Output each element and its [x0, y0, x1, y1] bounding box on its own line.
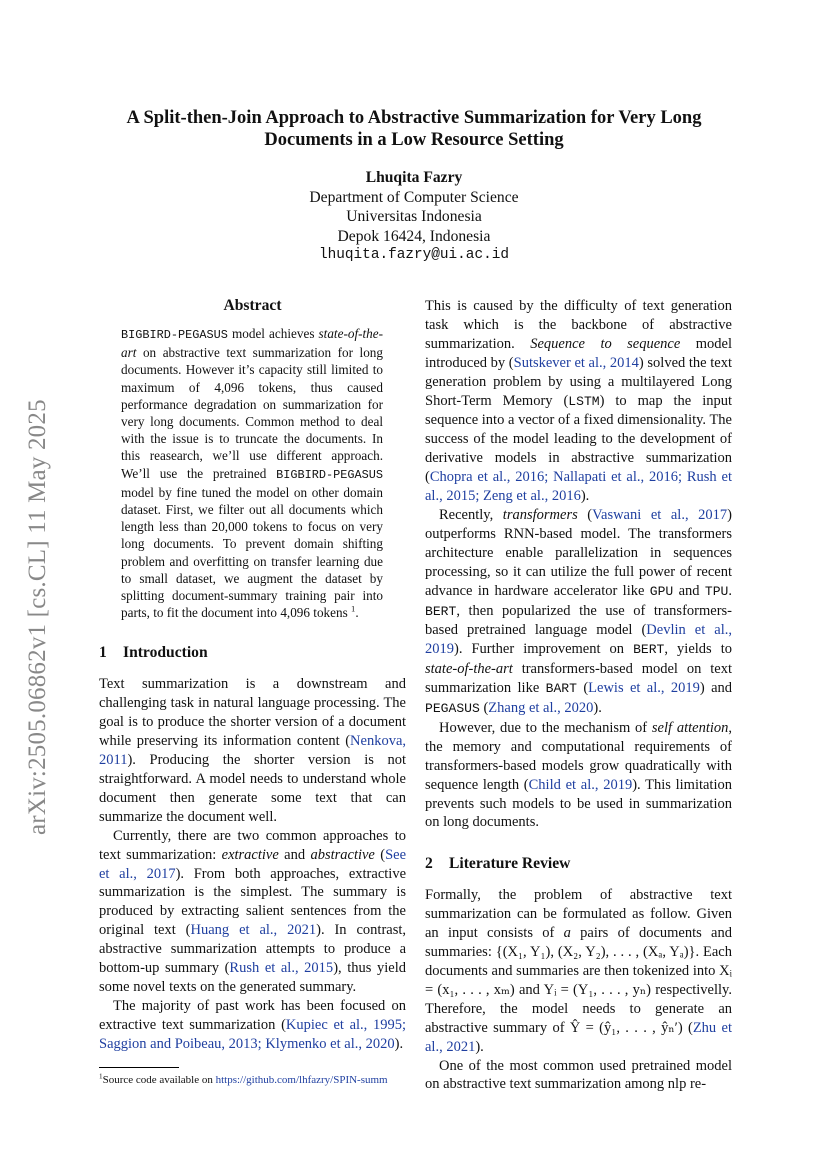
citation-link[interactable]: Kupiec et al., 1995; Saggion and Poibeau, 2013; Klymenko et al., 2020 — [99, 1016, 406, 1052]
text-run: and — [278, 846, 311, 863]
text-run: Currently, there are two common approaches to text summarization: — [99, 827, 406, 863]
text-run: . Each documents and summaries are then tokenized into — [425, 944, 732, 979]
text-run: ). This limitation prevents such models to be used in summarization on long documents. — [425, 776, 732, 831]
text-run: However, due to the mechanism of — [439, 719, 652, 736]
citation-link[interactable]: See et al., 2017 — [99, 846, 406, 882]
citation-link[interactable]: Rush et al., 2015 — [229, 960, 334, 977]
text-run: ) solved the text generation problem by using a multilayered Long Short-Term Memory ( — [425, 354, 732, 409]
abstract-text — [121, 325, 383, 621]
text-run: , yields to — [664, 641, 732, 658]
section-number: 2 — [425, 855, 433, 873]
citation-link[interactable]: Huang et al., 2021 — [190, 922, 317, 939]
code-term: BART — [545, 681, 577, 697]
math: Yᵢ = (Y₁, . . . , yₙ) — [543, 981, 651, 998]
text-run: Formally, the problem of abstractive text summarization can be formulated as follow. Given an input consists of — [425, 887, 732, 942]
code-term: TPU — [704, 583, 729, 599]
text-run: model introduced by ( — [425, 335, 733, 371]
footnote-url-link[interactable]: https://github.com/lhfazry/SPIN-summ — [215, 1073, 388, 1086]
text-run: ). — [593, 700, 602, 717]
text-run: This is caused by the difficulty of text generation task which is the backbone of abstractive summarization. — [425, 298, 732, 352]
abstract-text-run: on abstractive text summarization for long documents. However it’s capacity still limited to maximum of 4,096 tokens, thus caused performance degradation on summarization for very long documents. Common method to deal with the issue is to truncate the documents. In this reasearch, we’ll use different approach. We’ll use the pretrained — [121, 345, 383, 481]
abstract-text-run: model by fine tuned the model on other domain dataset. First, we filter out all documents which length less than 20,000 tokens to focus on very long documents. To prevent domain shifting problem and overfitting on transfer learning due to small dataset, we augment the dataset by splitting document-summary training pair into parts, to fit the document into 4,096 tokens — [121, 484, 383, 621]
text-run: Recently, — [439, 506, 503, 523]
citation-link[interactable]: Nenkova, 2011 — [99, 733, 406, 769]
right-paragraph-2 — [425, 506, 732, 719]
abstract-code: BIGBIRD-PEGASUS — [276, 467, 383, 482]
text-run: ), thus yield some novel texts on the generated summary. — [99, 960, 406, 995]
text-run: ( — [374, 846, 386, 863]
abstract-code: BIGBIRD-PEGASUS — [121, 328, 228, 342]
lit-paragraph-2 — [425, 1057, 732, 1095]
citation-link[interactable]: Lewis et al., 2019 — [588, 680, 700, 697]
author-email[interactable]: lhuqita.fazry@ui.ac.id — [319, 247, 509, 263]
abstract-text-run: . — [355, 605, 359, 621]
section-heading-literature-review — [425, 854, 732, 874]
text-run: ). — [580, 488, 590, 505]
code-term: BERT — [633, 642, 665, 658]
emphasis: abstractive — [310, 846, 375, 863]
text-run: ). Further improvement on — [454, 641, 634, 658]
intro-paragraph-3 — [99, 997, 406, 1054]
abstract-text-run: model achieves — [227, 326, 319, 341]
right-paragraph-3 — [425, 719, 732, 832]
citation-link[interactable]: Zhu et al., 2021 — [425, 1019, 732, 1055]
citation-link[interactable]: Vaswani et al., 2017 — [592, 506, 728, 523]
code-term: PEGASUS — [425, 701, 480, 717]
title-line-1: A Split-then-Join Approach to Abstractive Summarization for Very Long — [126, 108, 702, 128]
title-line-2: Documents in a Low Resource Setting — [264, 130, 564, 150]
abstract-heading: Abstract — [223, 297, 282, 314]
author-city: Depok 16424, Indonesia — [337, 227, 491, 245]
section-title: Literature Review — [449, 855, 571, 873]
author-department: Department of Computer Science — [309, 188, 519, 206]
code-term: BERT — [425, 603, 457, 619]
text-run: ( — [577, 506, 593, 523]
math: a — [563, 925, 571, 942]
emphasis: state-of-the-art — [425, 661, 513, 678]
text-run: ). — [394, 1035, 404, 1052]
citation-link[interactable]: Chopra et al., 2016; Nallapati et al., 2016; Rush et al., 2015; Zeng et al., 2016 — [425, 469, 732, 505]
text-run: ). — [475, 1038, 484, 1055]
text-run: ( — [576, 680, 589, 697]
math: Ŷ = (ŷ₁, . . . , ŷₙ′) — [569, 1019, 683, 1036]
text-run: Text summarization is a downstream and challenging task in natural language processing. The goal is to produce the shorter version of a document while preserving its information content ( — [99, 676, 406, 750]
text-run: One of the most common used pretrained model on abstractive text summarization among nlp re- — [425, 1057, 732, 1093]
section-number: 1 — [99, 644, 107, 662]
text-run: pairs of documents and summaries: — [425, 925, 732, 961]
emphasis: extractive — [221, 846, 279, 863]
lit-paragraph-1 — [425, 886, 732, 1056]
text-run: ). From both approaches, extractive summarization is the simplest. The summary is produced by extracting salient sentences from the original text ( — [99, 865, 406, 939]
intro-paragraph-2 — [99, 827, 406, 997]
text-run: The majority of past work has been focused on extractive text summarization ( — [99, 997, 406, 1033]
emphasis: Sequence to sequence — [530, 335, 681, 352]
text-run: ). In contrast, abstractive summarization attempts to produce a bottom-up summary ( — [99, 922, 407, 977]
text-run: ). Producing the shorter version is not straightforward. A model needs to understand whole document then generate some text that can summarize the document well. — [99, 752, 406, 825]
text-run: . — [728, 582, 732, 599]
citation-link[interactable]: Devlin et al., 2019 — [425, 622, 732, 658]
text-run: and — [673, 582, 705, 599]
footnote-divider — [99, 1067, 179, 1068]
emphasis: self attention — [651, 719, 729, 736]
text-run: ) outperforms RNN-based model. The transformers architecture enable parallelization in sequences processing, so it can utilize the full power of recent advance in hardware accelerator like — [425, 506, 732, 599]
author-block — [200, 168, 628, 266]
left-column — [99, 296, 406, 1088]
code-term: LSTM — [568, 393, 600, 409]
arxiv-stamp — [21, 340, 55, 835]
text-run: ( — [479, 700, 489, 717]
author-name: Lhuqita Fazry — [365, 169, 463, 186]
text-run: ) to map the input sequence into a vector of a fixed dimensionality. The success of the model leading to the development of derivative models in abstractive summarization ( — [425, 392, 732, 486]
author-university: Universitas Indonesia — [346, 208, 482, 225]
footnote-text: Source code available on — [102, 1073, 216, 1086]
abstract-emphasis: state-of-the-art — [121, 326, 383, 361]
paper-title — [80, 107, 748, 151]
right-paragraph-1 — [425, 297, 732, 506]
math: {(X₁, Y₁), (X₂, Y₂), . . . , (Xₐ, Yₐ)} — [495, 944, 696, 961]
citation-link[interactable]: Sutskever et al., 2014 — [513, 354, 639, 371]
footnote-number: 1 — [99, 1071, 103, 1080]
text-run: respectivelly. Therefore, the model needs to generate an abstractive summary of — [425, 981, 732, 1036]
text-run: and — [514, 981, 544, 998]
section-title: Introduction — [123, 644, 208, 662]
arxiv-stamp-text: arXiv:2505.06862v1 [cs.CL] 11 May 2025 — [24, 399, 51, 835]
section-heading-introduction — [99, 643, 406, 663]
emphasis: transformers — [502, 506, 578, 523]
code-term: GPU — [649, 583, 674, 599]
footnote — [99, 1073, 406, 1088]
citation-link[interactable]: Child et al., 2019 — [528, 776, 633, 793]
citation-link[interactable]: Zhang et al., 2020 — [488, 700, 594, 717]
right-column — [425, 297, 732, 1094]
intro-paragraph-1 — [99, 675, 406, 826]
footnote-marker[interactable]: 1 — [351, 603, 356, 614]
text-run: ( — [682, 1019, 693, 1036]
text-run: , the memory and computational requirements of transformers-based models grow quadratically with sequence length ( — [425, 719, 732, 793]
math: Xᵢ = (x₁, . . . , xₘ) — [425, 963, 732, 998]
text-run: , then popularized the use of transformers-based pretrained language model ( — [425, 602, 732, 639]
text-run: transformers-based model on text summarization like — [425, 661, 732, 697]
text-run: ) and — [699, 680, 732, 697]
